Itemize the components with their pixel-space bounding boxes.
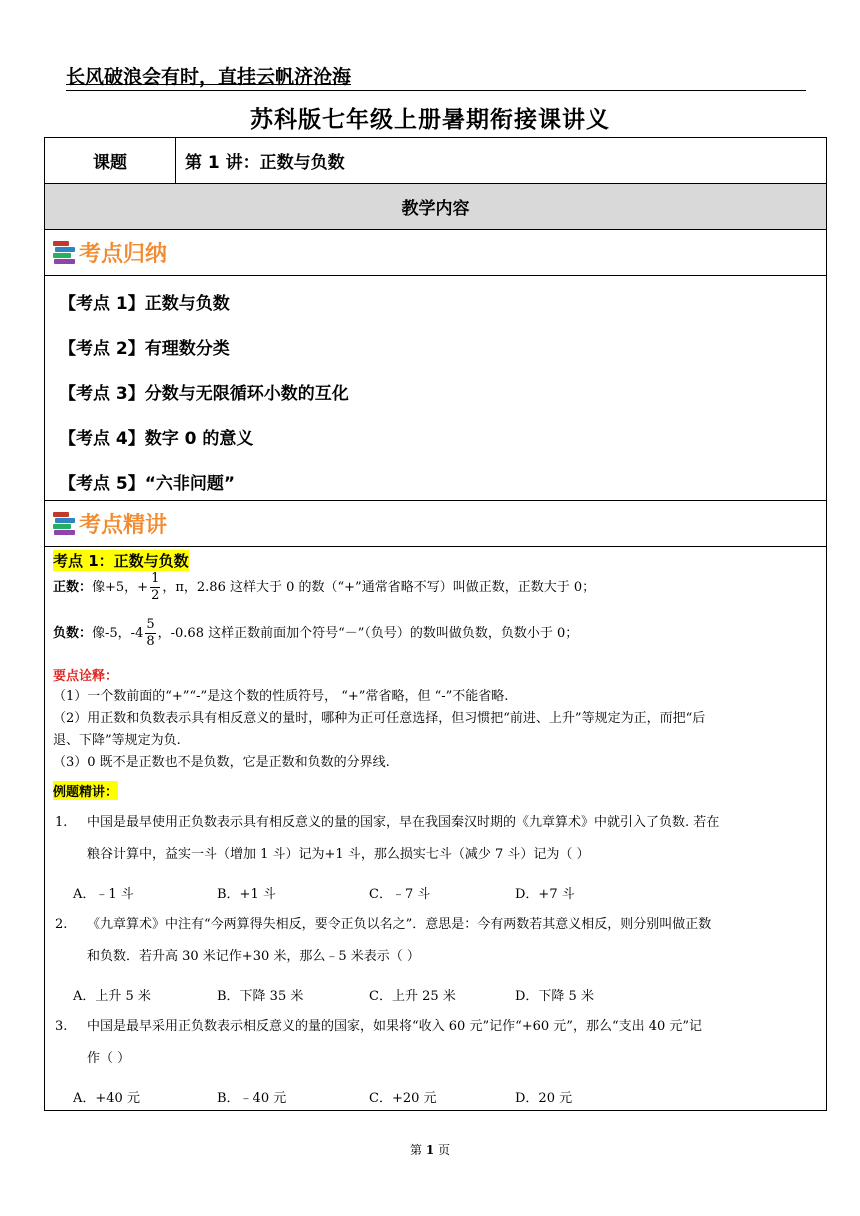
positive-pre: 像+5，+ [92, 580, 149, 595]
list-item: 【考点 2】有理数分类 [59, 339, 230, 359]
option-a: A．﹣1 斗 [73, 887, 134, 902]
note-line: 退、下降”等规定为负. [53, 733, 181, 748]
list-item: 【考点 5】“六非问题” [59, 474, 236, 494]
note-line: （1）一个数前面的“+”“-”是这个数的性质符号， “+”常省略，但 “-”不能省略. [53, 689, 509, 704]
content-header: 教学内容 [45, 184, 826, 230]
points-list [45, 276, 826, 501]
fraction: $\frac{5}{8}$ [146, 617, 155, 649]
page-footer: 第 1 页 [409, 1143, 450, 1157]
key-points-label: 要点诠释： [53, 669, 119, 684]
option-d: D．下降 5 米 [515, 989, 594, 1004]
negative-pre: 像-5，-4 [92, 626, 144, 641]
topic-value: 第 1 讲：正数与负数 [185, 153, 345, 173]
option-a: A．上升 5 米 [73, 989, 151, 1004]
fraction: $\frac{1}{2}$ [151, 571, 160, 603]
topic-row [45, 138, 826, 184]
list-item: 【考点 1】正数与负数 [59, 294, 230, 314]
positive-label: 正数： [53, 580, 93, 595]
list-item: 【考点 3】分数与无限循环小数的互化 [59, 384, 349, 404]
section-detail-header [45, 501, 826, 547]
option-a: A．+40 元 [73, 1091, 140, 1106]
lesson-table [44, 137, 827, 1111]
section-title: 考点精讲 [79, 513, 168, 538]
page-number: 1 [425, 1143, 435, 1157]
negative-label: 负数： [53, 626, 93, 641]
book-stack-icon [53, 241, 75, 265]
negative-definition [53, 617, 578, 650]
option-b: B．﹣40 元 [217, 1091, 287, 1106]
note-line: （2）用正数和负数表示具有相反意义的量时，哪种为正可任意选择，但习惯把“前进、上升”等规定为正，而把“后 [53, 711, 706, 726]
option-c: C．﹣7 斗 [369, 887, 431, 902]
note-line: （3）0 既不是正数也不是负数，它是正数和负数的分界线. [53, 755, 390, 770]
positive-post: ，π，2.86 这样大于 0 的数（“+”通常省略不写）叫做正数，正数大于 0； [162, 580, 596, 595]
option-b: B．下降 35 米 [217, 989, 304, 1004]
negative-post: ，-0.68 这样正数前面加个符号“－”（负号）的数叫做负数，负数小于 0； [157, 626, 579, 641]
option-d: D．+7 斗 [515, 887, 575, 902]
option-c: C．上升 25 米 [369, 989, 456, 1004]
option-b: B．+1 斗 [217, 887, 276, 902]
positive-definition [53, 571, 595, 604]
header-rule [66, 90, 806, 91]
topic-label: 课题 [45, 138, 176, 183]
point-1-title: 考点 1：正数与负数 [53, 552, 189, 570]
section-title: 考点归纳 [79, 242, 168, 267]
option-c: C．+20 元 [369, 1091, 437, 1106]
question-1: 1. 中国是最早使用正负数表示具有相反意义的量的国家，早在我国秦汉时期的《九章算术》中就引入了负数. 若在 粮谷计算中，益实一斗（增加 1 斗）记为+1 斗，那么损实七斗（减少 7 斗）记为（ ） [55, 815, 720, 862]
question-2: 2. 《九章算术》中注有“今两算得失相反，要令正负以名之”．意思是：今有两数若其意义相反，则分别叫做正数 和负数．若升高 30 米记作+30 米，那么﹣5 米表示（ ） [55, 917, 712, 964]
detail-body [45, 547, 826, 1110]
example-label: 例题精讲： [53, 781, 118, 800]
option-d: D．20 元 [515, 1091, 573, 1106]
document-title: 苏科版七年级上册暑期衔接课讲义 [250, 107, 610, 133]
motto: 长风破浪会有时，直挂云帆济沧海 [66, 66, 352, 88]
section-summary-header [45, 230, 826, 276]
list-item: 【考点 4】数字 0 的意义 [59, 429, 254, 449]
book-stack-icon [53, 512, 75, 536]
question-3: 3. 中国是最早采用正负数表示相反意义的量的国家，如果将“收入 60 元”记作“+60 元”，那么“支出 40 元”记 作（ ） [55, 1019, 703, 1066]
